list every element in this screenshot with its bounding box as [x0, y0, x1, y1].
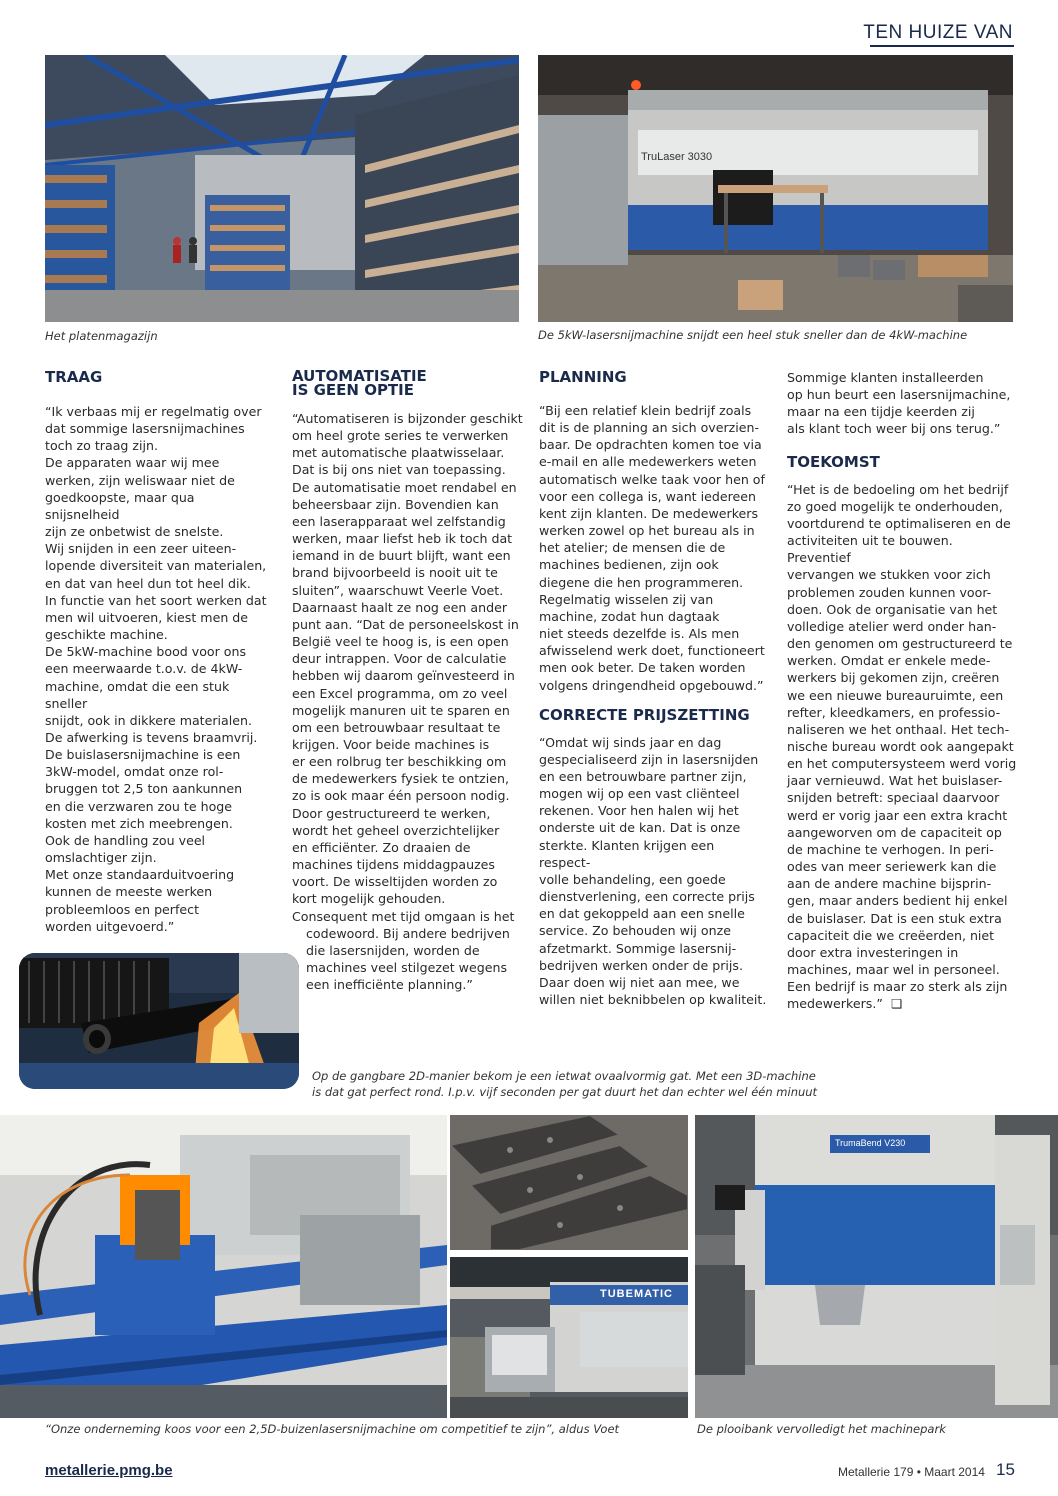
text-line: met automatische plaatwisselaar. — [292, 445, 505, 461]
text-line: Door gestructureerd te werken, — [292, 805, 491, 821]
text-line: Daarnaast haalt ze nog een ander — [292, 599, 508, 615]
section-label: TEN HUIZE VAN — [863, 22, 1013, 43]
text-line: naliseren we het onthaal. Het tech- — [787, 721, 1010, 737]
text-line: de buislaser. Dat is een stuk extra — [787, 910, 1002, 926]
text-line: op hun beurt een lasersnijmachine, — [787, 387, 1011, 403]
header-rule — [870, 45, 1014, 47]
text-line: de medewerkers fysiek te ontzien, — [292, 771, 509, 787]
text-line: goedkoopste, maar qua snijsnelheid — [45, 489, 195, 522]
heading-automatisatie-2: IS GEEN OPTIE — [292, 381, 414, 399]
text-line: refter, kleedkamers, en professio- — [787, 704, 1001, 720]
text-line: volgens dringendheid opgebouwd.” — [539, 677, 764, 693]
trumabend-label: TrumaBend V230 — [835, 1138, 906, 1148]
heading-planning: PLANNING — [539, 368, 627, 386]
text-line: men ook beter. De taken worden — [539, 660, 746, 676]
text-line: codewoord. Bij andere bedrijven — [306, 925, 510, 941]
text-line: medewerkers.” ❑ — [787, 996, 903, 1012]
text-line: willen niet beknibbelen op kwaliteit. — [539, 992, 767, 1007]
text-line: en het computersysteem werd vorig — [787, 756, 1017, 772]
text-line: als klant toch weer bij ons terug.” — [787, 421, 1001, 437]
text-line: doen. Ook de organisatie van het — [787, 601, 998, 617]
text-line: bruggen tot 2,5 ton aankunnen — [45, 781, 243, 797]
text-line: zo goed mogelijk te onderhouden, — [787, 498, 1003, 514]
text-line: gespecialiseerd zijn in lasersnijden — [539, 751, 759, 767]
text-line: werken. Omdat er enkele mede- — [787, 653, 991, 669]
text-line: e-mail en alle medewerkers weten — [539, 454, 757, 470]
text-line: afwisselend werk doet, functioneert — [539, 643, 765, 659]
text-line: sterkte. Klanten krijgen een respect- — [539, 837, 715, 870]
text-line: machine, omdat die een stuk sneller — [45, 678, 230, 711]
tubematic-photo — [450, 1257, 688, 1418]
text-line: De buislasersnijmachine is een — [45, 747, 241, 763]
text-line: mogelijk manuren uit te sparen en — [292, 702, 510, 718]
text-line: In functie van het soort werken dat — [45, 592, 267, 608]
text-line: volledige atelier werd onder han- — [787, 618, 997, 634]
text-line: kent zijn klanten. De medewerkers — [539, 505, 759, 521]
text-line: voor een collega is, want iedereen — [539, 488, 756, 504]
text-line: Dat is bij ons niet van toepassing. — [292, 462, 506, 478]
text-line: snijden betreft: speciaal daarvoor — [787, 790, 1000, 806]
text-line: iemand in de buurt blijft, want een — [292, 548, 511, 564]
text-line: een laserapparaat wel zelfstandig — [292, 513, 506, 529]
text-line: De afwerking is tevens braamvrij. — [45, 729, 258, 745]
footer-url[interactable]: metallerie.pmg.be — [45, 1462, 173, 1479]
text-line: een Excel programma, om zo veel — [292, 685, 508, 701]
text-line: machines, maar wel in personeel. — [787, 962, 1000, 977]
text-line: automatisch welke taak voor hen of — [539, 471, 765, 487]
heading-automatisatie-1: AUTOMATISATIE — [292, 367, 427, 385]
text-line: odes van meer seriewerk kan die — [787, 859, 997, 875]
text-line: sluiten”, waarschuwt Veerle Voet. — [292, 582, 504, 598]
trulaser-label: TruLaser 3030 — [641, 151, 713, 163]
text-line: 3kW-model, omdat onze rol- — [45, 764, 224, 780]
text-line: voortdurend te optimaliseren en de — [787, 515, 1011, 531]
text-line: om heel grote series te verwerken — [292, 428, 509, 444]
steel-profiles-photo — [450, 1115, 688, 1250]
text-line: “Automatiseren is bijzonder geschikt — [292, 411, 523, 426]
text-line: dienstverlening, een correcte prijs — [539, 889, 755, 905]
text-line: onderste uit de kan. Dat is onze — [539, 820, 741, 836]
text-line: De automatisatie moet rendabel en — [292, 479, 517, 495]
text-line: België veel te hoog is, is een open — [292, 634, 509, 650]
column-4-body-2 — [787, 481, 1019, 1013]
text-line: kort mogelijk gehouden. — [292, 891, 446, 907]
text-line: service. Zo behouden wij onze — [539, 923, 731, 939]
caption-tube-cut-1: Op de gangbare 2D-manier bekom je een ietwat ovaalvormig gat. Met een 3D-machine — [312, 1069, 816, 1083]
text-line: hebben wij daarom geïnvesteerd in — [292, 668, 515, 684]
text-line: machines tijdens middagpauzes — [292, 857, 495, 873]
text-line: een meerwaarde t.o.v. de 4kW- — [45, 661, 243, 677]
column-2-indented — [292, 925, 524, 994]
text-line: nische bureau wordt ook aangepakt — [787, 738, 1014, 754]
text-line: door extra investeringen in — [787, 944, 959, 960]
text-line: brand bijvoorbeeld is nooit uit te — [292, 565, 498, 581]
text-line: niet steeds dezelfde is. Als men — [539, 626, 740, 642]
text-line: een inefficiënte planning.” — [306, 977, 473, 993]
page-number: 15 — [996, 1460, 1015, 1479]
text-line: den genomen om gestructureerd te — [787, 636, 1013, 652]
text-line: vervangen we stukken voor zich — [787, 567, 991, 583]
text-line: jaar vernieuwd. Wat het buislaser- — [787, 773, 1003, 789]
heading-traag: TRAAG — [45, 368, 103, 386]
text-line: machine, zodat hun dagtaak — [539, 608, 720, 624]
column-1 — [45, 370, 270, 935]
tube-laser-machine-photo — [0, 1115, 447, 1418]
column-3-body-2 — [539, 734, 769, 1009]
text-line: er een rolbrug ter beschikking om — [292, 754, 507, 770]
heading-prijszetting: CORRECTE PRIJSZETTING — [539, 705, 750, 724]
text-line: Ook de handling zou veel — [45, 832, 206, 848]
text-line: activiteiten uit te bouwen. Preventief — [787, 533, 953, 566]
column-3-body-1 — [539, 402, 769, 694]
text-line: werken, maar liefst heb ik toch dat — [292, 531, 513, 547]
text-line: lopende diversiteit van materialen, — [45, 558, 267, 574]
text-line: maar na een tijdje keerden zij — [787, 404, 975, 420]
text-line: “Bij een relatief klein bedrijf zoals — [539, 403, 752, 418]
text-line: die lasersnijden, worden de — [306, 942, 480, 958]
text-line: beheersbaar zijn. Bovendien kan — [292, 496, 499, 512]
text-line: dit is de planning an sich overzien- — [539, 420, 760, 436]
press-brake-photo — [695, 1115, 1058, 1418]
laser-machine-photo — [538, 55, 1013, 322]
column-4 — [787, 369, 1019, 1012]
text-line: toch zo traag zijn. — [45, 438, 159, 454]
column-2-body — [292, 410, 524, 925]
text-line: “Ik verbaas mij er regelmatig over — [45, 404, 262, 419]
text-line: punt aan. “Dat de personeelskost in — [292, 616, 519, 632]
text-line: “Omdat wij sinds jaar en dag — [539, 734, 722, 750]
text-line: Met onze standaarduitvoering — [45, 867, 235, 883]
tube-cut-photo — [19, 953, 299, 1089]
text-line: capaciteit die we creëerden, niet — [787, 927, 995, 943]
warehouse-photo — [45, 55, 519, 322]
text-line: werd er vorig jaar een extra kracht — [787, 807, 1008, 823]
text-line: voort. De wisseltijden worden zo — [292, 874, 498, 890]
text-line: aan de andere machine bijsprin- — [787, 876, 992, 892]
text-line: en een betrouwbare partner zijn, — [539, 768, 747, 784]
text-line: Sommige klanten installeerden — [787, 370, 984, 385]
heading-toekomst: TOEKOMST — [787, 452, 880, 471]
text-line: volle behandeling, een goede — [539, 871, 726, 887]
text-line: De apparaten waar wij mee — [45, 455, 220, 471]
text-line: bedrijven werken onder de prijs. — [539, 957, 743, 973]
text-line: deur intrappen. Voor de calculatie — [292, 651, 507, 667]
text-line: De 5kW-machine bood voor ons — [45, 644, 247, 660]
text-line: kunnen de meeste werken — [45, 884, 213, 900]
text-line: rekenen. Voor hen halen wij het — [539, 803, 739, 819]
text-line: en dat gekoppeld aan een snelle — [539, 906, 745, 922]
text-line: Daar doen wij niet aan mee, we — [539, 974, 740, 990]
text-line: baar. De opdrachten komen toe via — [539, 437, 762, 453]
text-line: machines veel stilgezet wegens — [306, 960, 508, 975]
text-line: de machine te verhogen. In peri- — [787, 841, 994, 857]
text-line: mogen wij op een vast cliënteel — [539, 786, 740, 802]
text-line: worden uitgevoerd.” — [45, 918, 175, 934]
text-line: “Het is de bedoeling om het bedrijf — [787, 481, 1009, 497]
text-line: werkers bij gekomen zijn, creëren — [787, 670, 1000, 686]
text-line: diegene die hen programmeren. — [539, 574, 744, 590]
caption-tube-machine: “Onze onderneming koos voor een 2,5D-buizenlasersnijmachine om competitief te zijn”, aldus Voet — [45, 1422, 620, 1436]
text-line: zijn ze onbetwist de snelste. — [45, 524, 224, 540]
text-line: en dat van heel dun tot heel dik. — [45, 575, 251, 591]
text-line: Regelmatig wisselen zij van — [539, 591, 714, 607]
text-line: kosten met zich meebrengen. — [45, 815, 233, 831]
caption-press-brake: De plooibank vervolledigt het machinepark — [697, 1422, 946, 1436]
text-line: afzetmarkt. Sommige lasersnij- — [539, 940, 737, 956]
caption-laser: De 5kW-lasersnijmachine snijdt een heel stuk sneller dan de 4kW-machine — [538, 328, 968, 342]
text-line: en die verzwaren zou te hoge — [45, 798, 233, 814]
footer-issue: Metallerie 179 • Maart 2014 — [838, 1465, 985, 1479]
text-line: Een bedrijf is maar zo sterk als zijn — [787, 979, 1008, 995]
text-line: we een nieuwe bureauruimte, een — [787, 687, 1004, 703]
text-line: Consequent met tijd omgaan is het — [292, 908, 515, 924]
text-line: werken zowel op het bureau als in — [539, 523, 755, 539]
text-line: en efficiënter. Zo draaien de — [292, 839, 471, 855]
end-mark: ❑ — [890, 996, 903, 1012]
caption-warehouse: Het platenmagazijn — [45, 329, 158, 343]
column-4-body-1 — [787, 369, 1019, 438]
text-line: om een betrouwbaar resultaat te — [292, 719, 501, 735]
text-line: dat sommige lasersnijmachines — [45, 421, 245, 437]
text-line: gen, maar anders bedient hij enkel — [787, 893, 1008, 909]
text-line: snijdt, ook in dikkere materialen. — [45, 712, 252, 728]
text-line: omslachtiger zijn. — [45, 850, 157, 866]
text-line: men wil uitvoeren, kiest men de — [45, 609, 249, 625]
tubematic-label: TUBEMATIC — [600, 1288, 673, 1300]
text-line: Wij snijden in een zeer uiteen- — [45, 541, 237, 557]
text-line: aangeworven om de capaciteit op — [787, 824, 1002, 840]
text-line: het atelier; de mensen die de — [539, 540, 726, 556]
column-2 — [292, 369, 524, 993]
text-line: krijgen. Voor beide machines is — [292, 736, 490, 752]
column-1-body — [45, 403, 270, 935]
column-3 — [539, 370, 769, 1008]
text-line: probleemloos en perfect — [45, 901, 200, 917]
text-line: werken, zijn weliswaar niet de — [45, 472, 235, 488]
text-line: geschikte machine. — [45, 627, 168, 643]
text-line: zo is ook maar één persoon nodig. — [292, 788, 510, 804]
text-line: machines bedienen, zijn ook — [539, 557, 719, 573]
text-line: wordt het geheel overzichtelijker — [292, 822, 500, 838]
text-line: problemen zouden kunnen voor- — [787, 584, 992, 600]
caption-tube-cut-2: is dat gat perfect rond. I.p.v. vijf seconden per gat duurt het dan echter wel één minuut — [312, 1085, 818, 1099]
